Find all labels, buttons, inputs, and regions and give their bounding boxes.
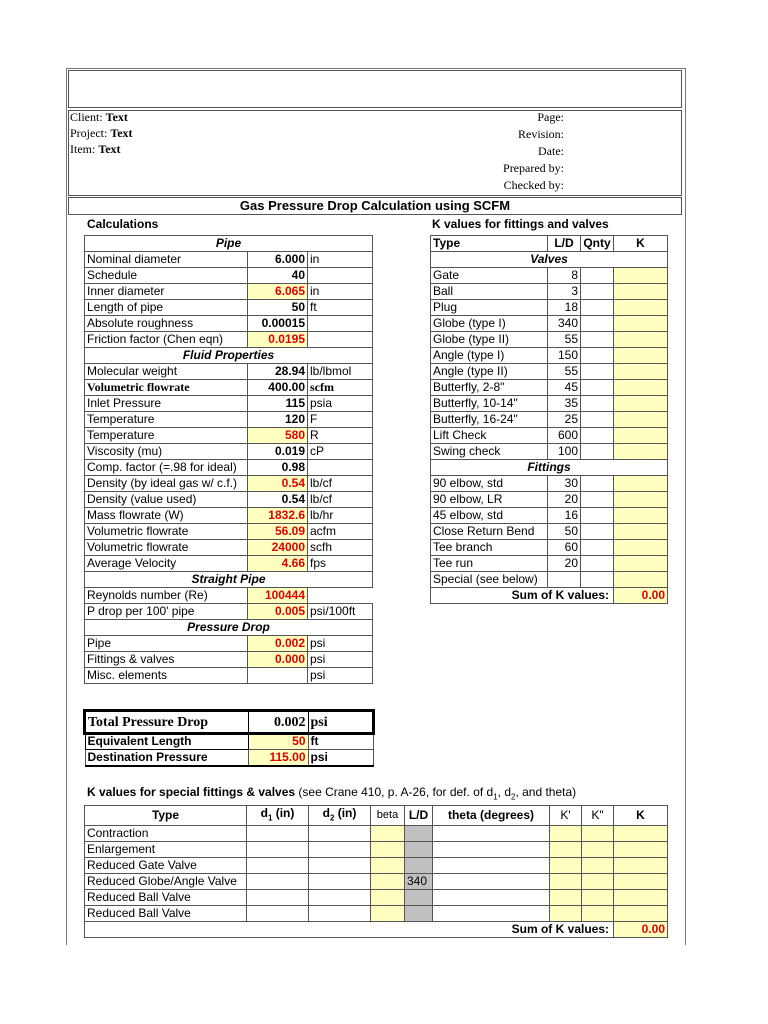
table-row: 90 elbow, LR 20 <box>431 492 668 508</box>
pressure-drop-section: Pressure Drop <box>85 620 373 636</box>
table-row: Close Return Bend 50 <box>431 524 668 540</box>
table-row: Angle (type I) 150 <box>431 348 668 364</box>
sp-col-type: Type <box>85 806 247 826</box>
sp-col-k: K <box>614 806 668 826</box>
table-row: Temperature 580 R <box>85 428 373 444</box>
table-row: Mass flowrate (W) 1832.6 lb/hr <box>85 508 373 524</box>
table-row: Contraction <box>85 826 668 842</box>
k-col-k: K <box>614 236 668 252</box>
k-col-type: Type <box>431 236 548 252</box>
table-row: Nominal diameter 6.000 in <box>85 252 373 268</box>
sp-col-k2: K" <box>582 806 614 826</box>
fittings-rows <box>431 476 668 588</box>
k-sum-value: 0.00 <box>614 588 668 604</box>
table-row: Schedule 40 <box>85 268 373 284</box>
table-row: P drop per 100' pipe 0.005 psi/100ft <box>85 604 373 620</box>
table-row: Reduced Ball Valve <box>85 906 668 922</box>
table-row: 90 elbow, std 30 <box>431 476 668 492</box>
table-row: Inner diameter 6.065 in <box>85 284 373 300</box>
table-row: Volumetric flowrate 56.09 acfm <box>85 524 373 540</box>
k-sum-label: Sum of K values: <box>431 588 614 604</box>
table-row: Pipe 0.002 psi <box>85 636 373 652</box>
sp-col-d1: $d_1$ (in) <box>247 806 309 826</box>
sp-col-ld: L/D <box>405 806 433 826</box>
table-row: Misc. elements psi <box>85 668 373 684</box>
project-label: Project: <box>70 126 108 140</box>
page-label: Page: <box>537 110 564 124</box>
header-left <box>70 109 133 157</box>
table-row: Enlargement <box>85 842 668 858</box>
sp-col-k1: K' <box>550 806 582 826</box>
calculations-table <box>84 235 373 684</box>
date-label: Date: <box>538 144 564 158</box>
table-row: Molecular weight 28.94 lb/lbmol <box>85 364 373 380</box>
valves-rows <box>431 268 668 460</box>
revision-label: Revision: <box>517 127 564 141</box>
table-row: Butterfly, 10-14" 35 <box>431 396 668 412</box>
table-row: Length of pipe 50 ft <box>85 300 373 316</box>
sp-col-d2: $d_2$ (in) <box>309 806 371 826</box>
k-col-ld: L/D <box>548 236 581 252</box>
table-row: Viscosity (mu) 0.019 cP <box>85 444 373 460</box>
header-info-box <box>68 110 682 196</box>
title-box <box>68 70 682 108</box>
table-row: Globe (type II) 55 <box>431 332 668 348</box>
table-row: Volumetric flowrate 24000 scfh <box>85 540 373 556</box>
project-value: Text <box>110 126 133 140</box>
checked-label: Checked by: <box>503 178 564 192</box>
special-fittings-table <box>84 805 668 938</box>
table-row: Plug 18 <box>431 300 668 316</box>
table-row: Ball 3 <box>431 284 668 300</box>
pipe-section: Pipe <box>85 236 373 252</box>
client-label: Client: <box>70 110 103 124</box>
special-heading: K values for special fittings & valves (see Crane 410, p. A-26, for def. of $d_1$, $d_2$, and theta) <box>87 785 577 802</box>
client-value: Text <box>105 110 128 124</box>
table-row: Swing check 100 <box>431 444 668 460</box>
table-row: Gate 8 <box>431 268 668 284</box>
total-pressure-table <box>84 710 374 767</box>
table-row: Special (see below) <box>431 572 668 588</box>
prepared-label: Prepared by: <box>503 161 564 175</box>
table-row: Reduced Gate Valve <box>85 858 668 874</box>
table-row: Globe (type I) 340 <box>431 316 668 332</box>
fittings-section: Fittings <box>431 460 668 476</box>
table-row: Volumetric flowrate 400.00 scfm <box>85 380 373 396</box>
table-row: Density (value used) 0.54 lb/cf <box>85 492 373 508</box>
sp-sum-value: 0.00 <box>614 922 668 938</box>
calculations-heading: Calculations <box>87 217 159 231</box>
table-row: Reynolds number (Re) 100444 <box>85 588 373 604</box>
table-row: Density (by ideal gas w/ c.f.) 0.54 lb/cf <box>85 476 373 492</box>
sp-col-theta: theta (degrees) <box>433 806 550 826</box>
table-row: Tee run 20 <box>431 556 668 572</box>
table-row: Friction factor (Chen eqn) 0.0195 <box>85 332 373 348</box>
table-row: Temperature 120 F <box>85 412 373 428</box>
k-values-table <box>430 235 668 604</box>
table-row: Equivalent Length 50 ft <box>85 733 373 750</box>
k-col-qnty: Qnty <box>581 236 614 252</box>
table-row: Butterfly, 2-8" 45 <box>431 380 668 396</box>
item-label: Item: <box>70 142 96 156</box>
table-row: Destination Pressure 115.00 psi <box>85 750 373 767</box>
item-value: Text <box>98 142 121 156</box>
table-row: Butterfly, 16-24" 25 <box>431 412 668 428</box>
table-row: 45 elbow, std 16 <box>431 508 668 524</box>
table-row: Reduced Ball Valve <box>85 890 668 906</box>
valves-section: Valves <box>431 252 668 268</box>
table-row: Inlet Pressure 115 psia <box>85 396 373 412</box>
table-row: Absolute roughness 0.00015 <box>85 316 373 332</box>
table-row: Lift Check 600 <box>431 428 668 444</box>
table-row: Reduced Globe/Angle Valve 340 <box>85 874 668 890</box>
sp-sum-label: Sum of K values: <box>85 922 614 938</box>
header-right <box>480 109 564 194</box>
sp-col-beta: beta <box>371 806 405 826</box>
fluid-section: Fluid Properties <box>85 348 373 364</box>
special-rows <box>85 826 668 922</box>
k-values-heading: K values for fittings and valves <box>432 217 609 231</box>
straight-pipe-section: Straight Pipe <box>85 572 373 588</box>
table-row: Comp. factor (=.98 for ideal) 0.98 <box>85 460 373 476</box>
table-row: Angle (type II) 55 <box>431 364 668 380</box>
page-title: Gas Pressure Drop Calculation using SCFM <box>239 198 511 213</box>
table-row: Tee branch 60 <box>431 540 668 556</box>
total-pressure-row: Total Pressure Drop 0.002 psi <box>85 711 373 733</box>
table-row: Average Velocity 4.66 fps <box>85 556 373 572</box>
table-row: Fittings & valves 0.000 psi <box>85 652 373 668</box>
